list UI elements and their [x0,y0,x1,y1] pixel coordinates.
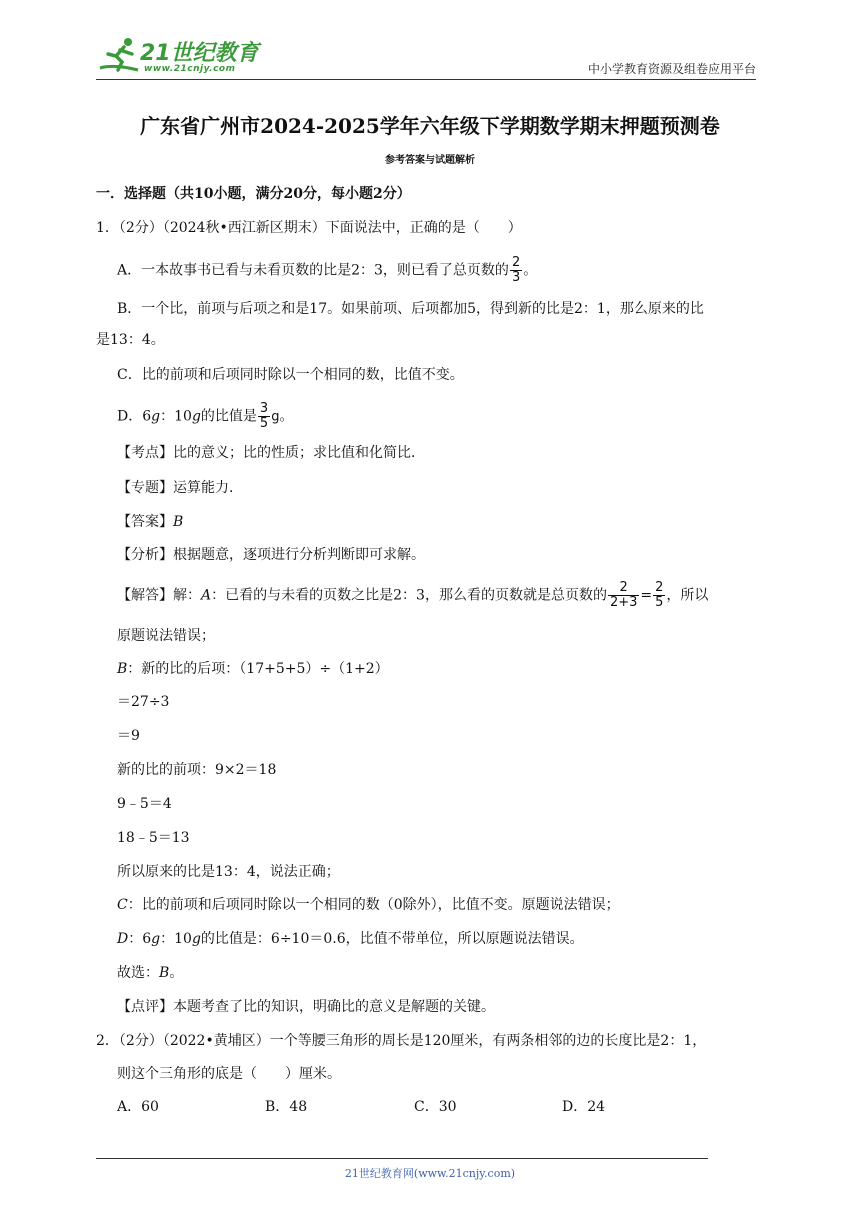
footer-text: 21世纪教育网(www.21cnjy.com) [344,1167,516,1180]
q1-step-b6: 18﹣5＝13 [117,830,190,846]
q1-guxuan: 故选：B。 [117,965,184,981]
footer-divider [96,1158,708,1159]
section-heading: 一．选择题（共10小题，满分20分，每小题2分） [96,186,411,202]
q2-option-b: B．48 [265,1099,308,1115]
site-logo [94,34,264,82]
page-title: 广东省广州市2024-2025学年六年级下学期数学期末押题预测卷 [140,114,720,138]
q1-step-b4: 新的比的前项：9×2＝18 [117,762,277,778]
q1-dianping: 【点评】本题考查了比的知识，明确比的意义是解题的关键。 [117,999,495,1015]
q1-option-d: D．6g：10g的比值是 $\frac{3}{5}$ g。 [117,401,294,431]
q1-kaodian: 【考点】比的意义；比的性质；求比值和化简比． [117,445,425,461]
fraction: $\frac{2}{3}$ [511,255,521,285]
platform-label: 中小学教育资源及组卷应用平台 [587,62,756,76]
fraction: $\frac{3}{5}$ [259,401,269,431]
q1-option-c: C．比的前项和后项同时除以一个相同的数，比值不变。 [117,367,464,383]
fraction: $\frac{2}{2+3}$ [609,580,638,610]
fraction: $\frac{2}{5}$ [655,580,664,610]
q1-fenxi: 【分析】根据题意，逐项进行分析判断即可求解。 [117,547,425,563]
logo-sub-text: www.21cnjy.com [144,64,236,74]
q1-step-b3: ＝9 [117,728,140,744]
q1-step-c: C：比的前项和后项同时除以一个相同的数（0除外），比值不变。原题说法错误； [117,897,620,913]
logo-main-text: 21世纪教育 [140,41,259,66]
q1-answer: 【答案】B [117,514,184,530]
header-divider [96,79,756,80]
q1-stem: 1．（2分）（2024秋•西江新区期末）下面说法中，正确的是（ ） [96,220,522,236]
q1-option-b-line1: B．一个比，前项与后项之和是17。如果前项、后项都加5，得到新的比是2：1，那么原来的比 [117,301,704,317]
q1-step-b1: B：新的比的后项：（17+5+5）÷（1+2） [117,661,389,677]
q1-step-b5: 9﹣5＝4 [117,796,172,812]
q2-option-d: D．24 [562,1099,606,1115]
q1-option-a: A．一本故事书已看与未看页数的比是2：3，则已看了总页数的 $\frac{2}{3}$ 。 [117,255,538,285]
q1-option-b-line2: 是13：4。 [96,332,165,348]
q1-step-d: D：6g：10g的比值是：6÷10＝0.6，比值不带单位，所以原题说法错误。 [117,931,584,947]
q2-stem-line1: 2．（2分）（2022•黄埔区）一个等腰三角形的周长是120厘米，有两条相邻的边的长度比是2：1， [96,1033,707,1049]
q2-option-a: A．60 [117,1099,159,1115]
page-subtitle: 参考答案与试题解析 [385,155,475,166]
q1-jieda-line2: 原题说法错误； [117,628,215,644]
q1-zhuanti: 【专题】运算能力． [117,480,243,496]
q2-option-c: C．30 [414,1099,457,1115]
q1-jieda: 【解答】解：A：已看的与未看的页数之比是2：3，那么看的页数就是总页数的 $\frac{2}{2+3}$ = $\frac{2}{5}$ ，所以 [117,580,709,610]
q2-stem-line2: 则这个三角形的底是（ ）厘米。 [117,1066,341,1082]
q1-step-b2: ＝27÷3 [117,694,170,710]
q1-step-b7: 所以原来的比是13：4，说法正确； [117,864,340,880]
